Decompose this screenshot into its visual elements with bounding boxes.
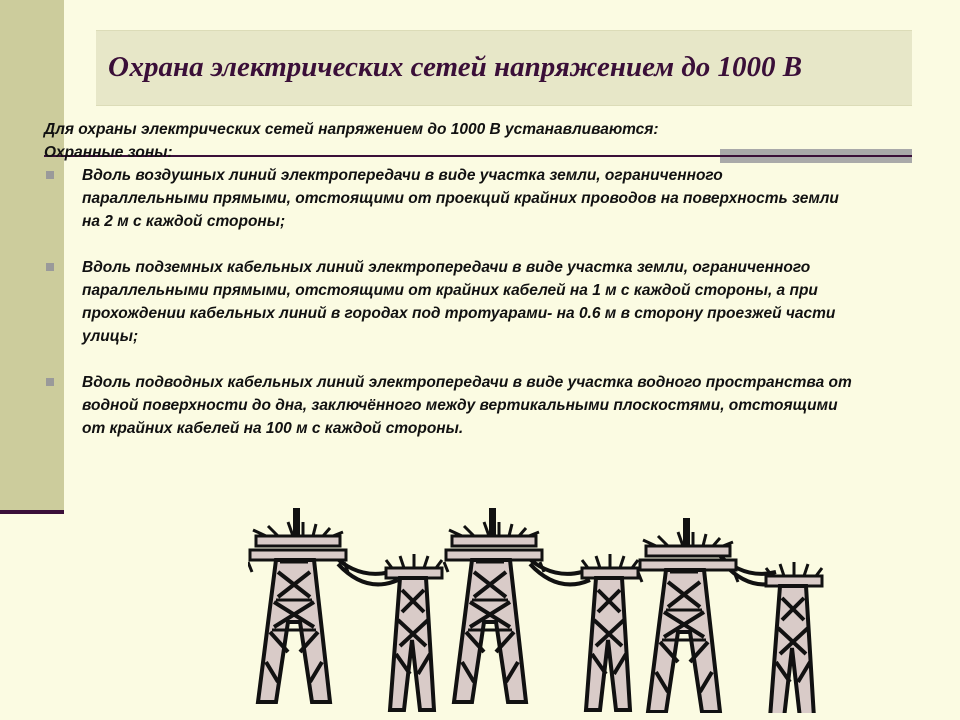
- square-bullet-icon: [46, 263, 54, 271]
- left-band-underline: [0, 510, 64, 514]
- title-box: [96, 30, 912, 106]
- list-item-text: Вдоль подводных кабельных линий электропередачи в виде участка водного пространства от водной поверхности до дна, заключённого между вертикальными плоскостями, отстоящими от крайних кабелей на 100 м с каждой стороны.: [82, 374, 852, 437]
- zones-list: [44, 164, 904, 440]
- list-item-text: Вдоль подземных кабельных линий электропередачи в виде участка земли, ограниченного параллельными прямыми, отстоящими от крайних кабелей на 1 м с каждой стороны, а при прохождении кабельных линий в городах под тротуарами- на 0.6 м в сторону проезжей части улицы;: [82, 259, 836, 345]
- list-item: [44, 371, 852, 440]
- square-bullet-icon: [46, 378, 54, 386]
- zones-label: Охранные зоны:: [44, 144, 173, 161]
- list-item: [44, 164, 852, 233]
- square-bullet-icon: [46, 171, 54, 179]
- slide-body: [44, 118, 904, 463]
- list-item: [44, 256, 852, 348]
- list-item-text: Вдоль воздушных линий электропередачи в виде участка земли, ограниченного параллельными прямыми, отстоящими от проекций крайних проводов на поверхность земли на 2 м с каждой стороны;: [82, 167, 839, 230]
- intro-text: Для охраны электрических сетей напряжением до 1000 В устанавливаются:: [44, 121, 659, 138]
- slide-title: Охрана электрических сетей напряжением до 1000 В: [108, 51, 803, 83]
- power-line-towers-icon: [248, 498, 828, 713]
